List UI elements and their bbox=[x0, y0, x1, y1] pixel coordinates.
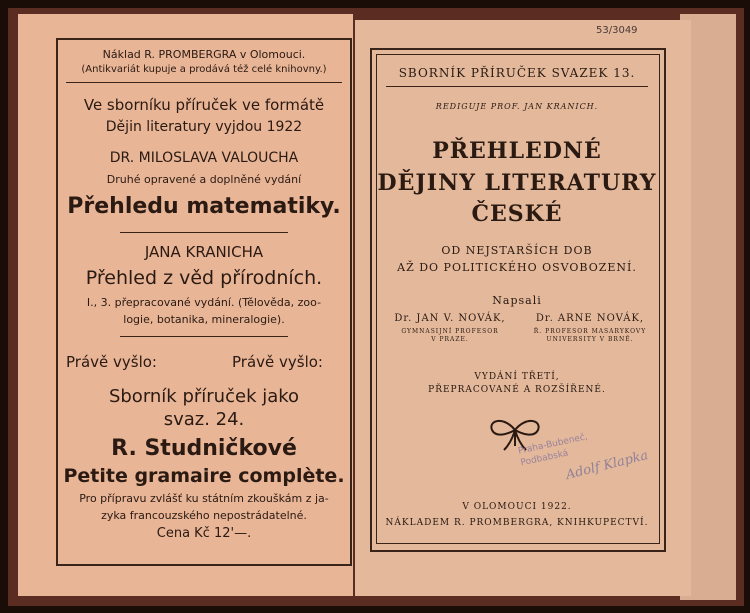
author-studnickova: R. Studničkové bbox=[111, 436, 297, 461]
editor-line: REDIGUJE PROF. JAN KRANICH. bbox=[435, 102, 599, 111]
series-header: SBORNÍK PŘÍRUČEK SVAZEK 13. bbox=[398, 66, 636, 80]
author-arne-novak-role-1: Ř. PROFESOR MASARYKOVY bbox=[533, 328, 647, 335]
imprint: NÁKLADEM R. PROMBERGRA, KNIHKUPECTVÍ. bbox=[385, 518, 649, 528]
author-arne-novak-role-2: UNIVERSITY V BRNĚ. bbox=[546, 336, 634, 343]
author-jan-novak-role-2: V PRAZE. bbox=[431, 336, 469, 343]
just-out-right: Právě vyšlo: bbox=[232, 353, 323, 371]
place-year: V OLOMOUCI 1922. bbox=[462, 502, 572, 512]
library-stamp: Praha-Bubeneč, Podbabská bbox=[517, 432, 589, 469]
title-line-1: PŘEHLEDNÉ bbox=[432, 138, 602, 164]
publisher-line: Náklad R. PROMBERGRA v Olomouci. bbox=[102, 48, 306, 61]
book-title-mathematics: Přehledu matematiky. bbox=[67, 194, 341, 219]
book-title-natural-sciences: Přehled z věd přírodních. bbox=[85, 267, 323, 289]
edition-note-1: Druhé opravené a doplněné vydání bbox=[106, 173, 302, 186]
author-jan-novak: Dr. JAN V. NOVÁK, bbox=[394, 313, 506, 324]
book-title-french-grammar: Petite gramaire complète. bbox=[63, 465, 345, 487]
author-arne-novak: Dr. ARNE NOVÁK, bbox=[535, 313, 645, 324]
author-valouch: DR. MILOSLAVA VALOUCHA bbox=[109, 150, 299, 166]
price: Cena Kč 12'—. bbox=[156, 526, 252, 541]
subtitle-line-2: AŽ DO POLITICKÉHO OSVOBOZENÍ. bbox=[397, 261, 637, 274]
antiquariat-line: (Antikvariát kupuje a prodává též celé knihovny.) bbox=[81, 64, 327, 75]
written-by: Napsali bbox=[492, 294, 542, 307]
edition-line-2: PŘEPRACOVANÉ A ROZŠÍŘENÉ. bbox=[428, 385, 606, 395]
subtitle-line-1: OD NEJSTARŠÍCH DOB bbox=[441, 244, 593, 257]
edition-note-2a: I., 3. přepracované vydání. (Tělověda, zoo- bbox=[86, 296, 322, 309]
note-line-2: zyka francouzského nepostrádatelné. bbox=[101, 509, 307, 522]
series-line-2: svaz. 24. bbox=[163, 409, 245, 430]
intro-line-1: Ve sborníku příruček ve formátě bbox=[83, 96, 325, 114]
title-line-3: ČESKÉ bbox=[471, 201, 563, 227]
divider bbox=[120, 336, 288, 337]
author-kranich: JANA KRANICHA bbox=[144, 243, 264, 261]
shelfmark: 53/3049 bbox=[596, 25, 638, 36]
divider bbox=[66, 82, 342, 83]
owner-signature: Adolf Klapka bbox=[564, 448, 650, 483]
series-line-1: Sborník příruček jako bbox=[108, 386, 300, 407]
edition-note-2b: logie, botanika, mineralogie). bbox=[123, 313, 285, 326]
divider bbox=[386, 86, 648, 87]
title-line-2: DĚJINY LITERATURY bbox=[377, 170, 657, 196]
just-out-left: Právě vyšlo: bbox=[66, 353, 157, 371]
divider bbox=[120, 232, 288, 233]
author-jan-novak-role-1: GYMNASIJNÍ PROFESOR bbox=[401, 328, 499, 335]
note-line-1: Pro přípravu zvlášť ku státním zkouškám z ja- bbox=[79, 492, 329, 505]
edition-line-1: VYDÁNÍ TŘETÍ, bbox=[474, 372, 560, 382]
intro-line-2: Dějin literatury vyjdou 1922 bbox=[105, 119, 303, 135]
